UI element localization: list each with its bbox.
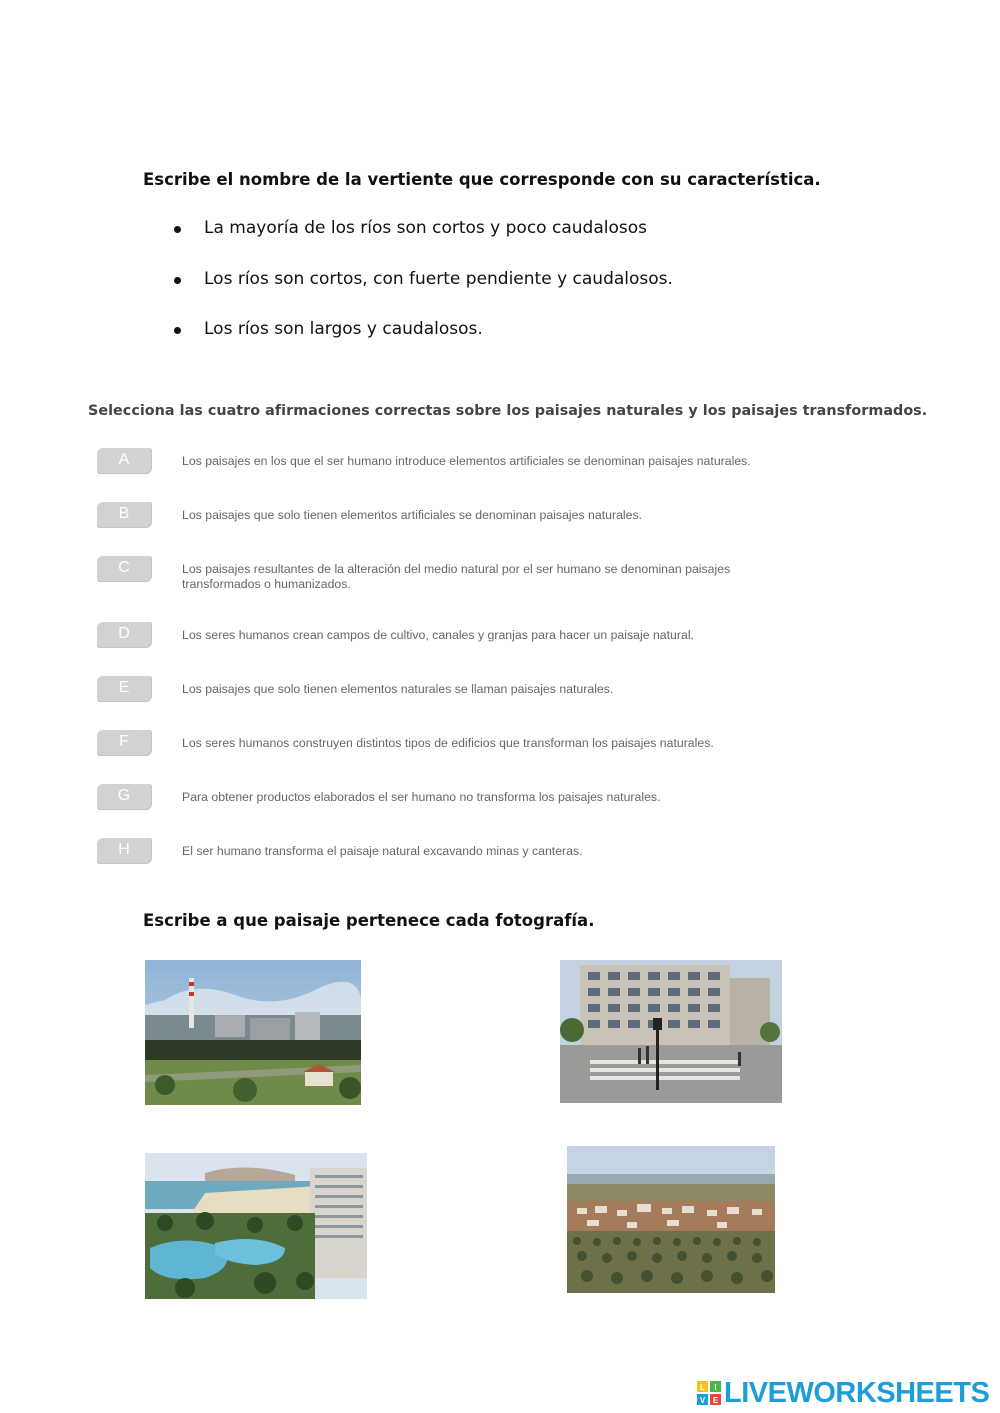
option-e-button[interactable]: E [97, 676, 151, 701]
liveworksheets-logo-text: LIVEWORKSHEETS [724, 1377, 990, 1409]
option-d [97, 622, 817, 662]
bullet-icon [174, 226, 181, 233]
urban-street-photo [560, 960, 782, 1103]
option-a [97, 448, 817, 488]
option-f-button[interactable]: F [97, 730, 151, 755]
option-c-button[interactable]: C [97, 556, 151, 581]
option-h [97, 838, 817, 878]
option-b [97, 502, 817, 542]
industrial-landscape-photo [145, 960, 361, 1105]
option-b-button[interactable]: B [97, 502, 151, 527]
option-g-text: Para obtener productos elaborados el ser humano no transforma los paisajes naturales. [182, 790, 661, 804]
option-f [97, 730, 817, 770]
option-c-text: Los paisajes resultantes de la alteración del medio natural por el ser humano se denominan paisajes transformados o humanizados. [182, 562, 731, 591]
bullet-icon [174, 327, 181, 334]
option-a-button[interactable]: A [97, 448, 151, 473]
bullet-icon [174, 277, 181, 284]
option-b-text: Los paisajes que solo tienen elementos artificiales se denominan paisajes naturales. [182, 508, 643, 522]
option-h-button[interactable]: H [97, 838, 151, 863]
option-g [97, 784, 817, 824]
list-item: Los ríos son largos y caudalosos. [173, 319, 673, 370]
svg-text:V: V [699, 1396, 706, 1405]
fotografia-question-title: Escribe a que paisaje pertenece cada fotografía. [143, 911, 595, 930]
rural-village-photo [567, 1146, 775, 1293]
option-d-text: Los seres humanos crean campos de cultivo, canales y granjas para hacer un paisaje natural. [182, 628, 694, 642]
option-f-text: Los seres humanos construyen distintos tipos de edificios que transforman los paisajes naturales. [182, 736, 714, 750]
vertiente-list [173, 218, 673, 370]
coastal-resort-photo [145, 1153, 367, 1299]
list-item: La mayoría de los ríos son cortos y poco caudalosos [173, 218, 673, 269]
svg-text:I: I [714, 1383, 717, 1392]
option-g-button[interactable]: G [97, 784, 151, 809]
paisajes-question-title: Selecciona las cuatro afirmaciones correctas sobre los paisajes naturales y los paisajes transformados. [88, 403, 928, 419]
option-e [97, 676, 817, 716]
option-e-text: Los paisajes que solo tienen elementos naturales se llaman paisajes naturales. [182, 682, 614, 696]
liveworksheets-logo-icon [697, 1381, 721, 1405]
vertiente-question-title: Escribe el nombre de la vertiente que corresponde con su característica. [143, 170, 821, 189]
list-item: Los ríos son cortos, con fuerte pendiente y caudalosos. [173, 269, 673, 320]
option-a-text: Los paisajes en los que el ser humano introduce elementos artificiales se denominan paisajes naturales. [182, 454, 751, 468]
option-h-text: El ser humano transforma el paisaje natural excavando minas y canteras. [182, 844, 583, 858]
option-d-button[interactable]: D [97, 622, 151, 647]
svg-text:E: E [712, 1396, 719, 1405]
svg-text:L: L [700, 1383, 705, 1392]
option-c [97, 556, 817, 596]
